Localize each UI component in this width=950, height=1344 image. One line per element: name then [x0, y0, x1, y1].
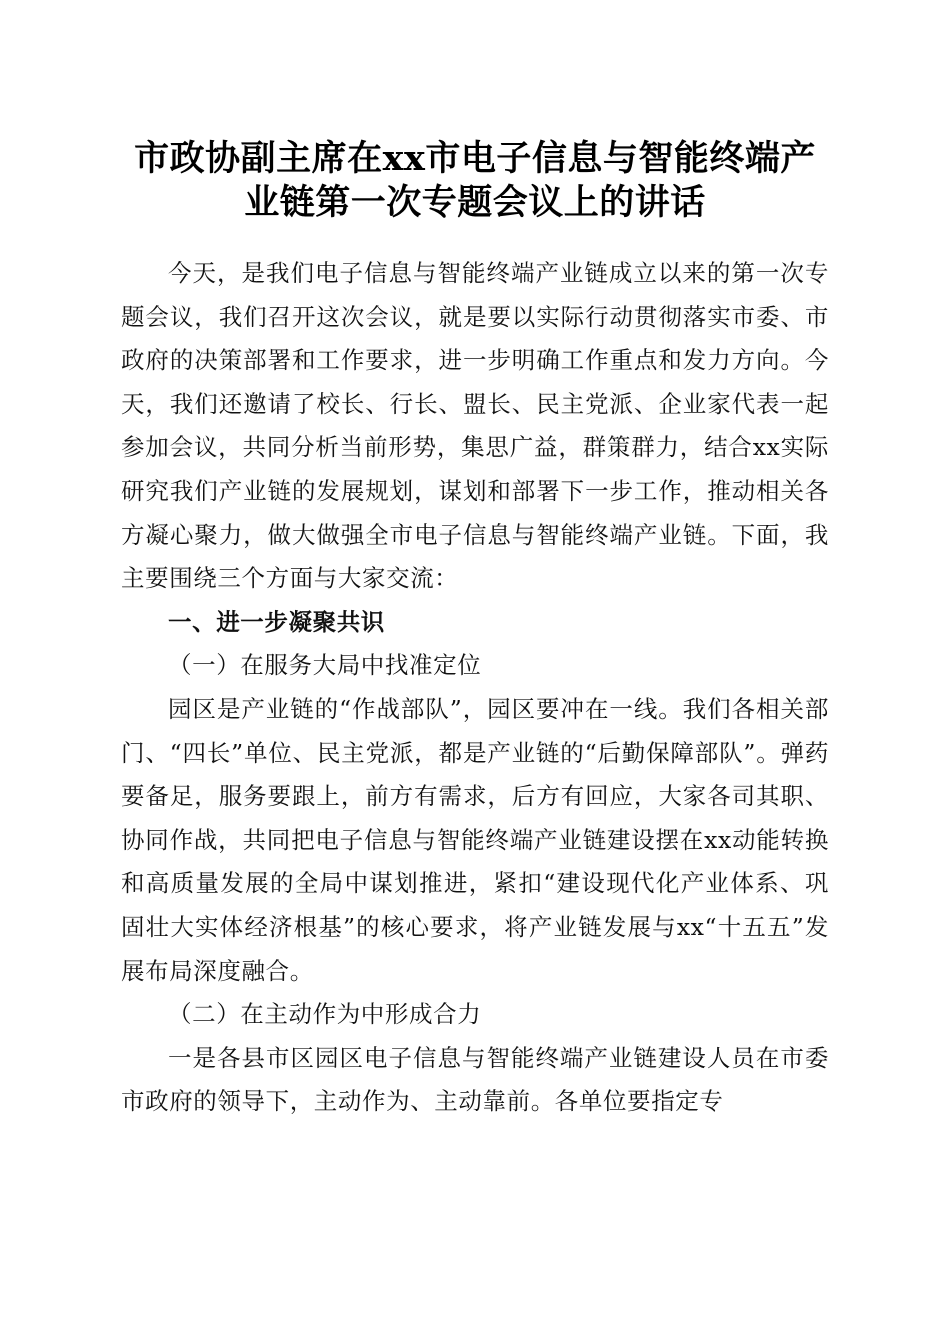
document-body — [121, 252, 829, 1124]
page-title — [100, 137, 850, 225]
subsection-heading-1: （一）在服务大局中找准定位 — [168, 651, 482, 680]
paragraph-1: 园区是产业链的“作战部队”，园区要冲在一线。我们各相关部门、“四长”单位、民主党派，都是产业链的“后勤保障部队”。弹药要备足，服务要跟上，前方有需求，后方有回应，大家各司其职、协同作战，共同把电子信息与智能终端产业链建设摆在xx动能转换和高质量发展的全局中谋划推进，紧扣“建设现代化产业体系、巩固壮大实体经济根基”的核心要求，将产业链发展与xx“十五五”发展布局深度融合。 — [121, 694, 829, 985]
paragraph-2: 一是各县市区园区电子信息与智能终端产业链建设人员在市委市政府的领导下，主动作为、主动靠前。各单位要指定专 — [121, 1043, 829, 1116]
title-line-2: 业链第一次专题会议上的讲话 — [244, 182, 706, 223]
intro-paragraph: 今天，是我们电子信息与智能终端产业链成立以来的第一次专题会议，我们召开这次会议，就是要以实际行动贯彻落实市委、市政府的决策部署和工作要求，进一步明确工作重点和发力方向。今天，我们还邀请了校长、行长、盟长、民主党派、企业家代表一起参加会议，共同分析当前形势，集思广益，群策群力，结合xx实际研究我们产业链的发展规划，谋划和部署下一步工作，推动相关各方凝心聚力，做大做强全市电子信息与智能终端产业链。下面，我主要围绕三个方面与大家交流： — [121, 259, 829, 593]
subsection-heading-2: （二）在主动作为中形成合力 — [168, 1000, 482, 1029]
section-heading-1: 一、进一步凝聚共识 — [168, 607, 385, 636]
title-line-1: 市政协副主席在xx市电子信息与智能终端产 — [134, 138, 816, 179]
